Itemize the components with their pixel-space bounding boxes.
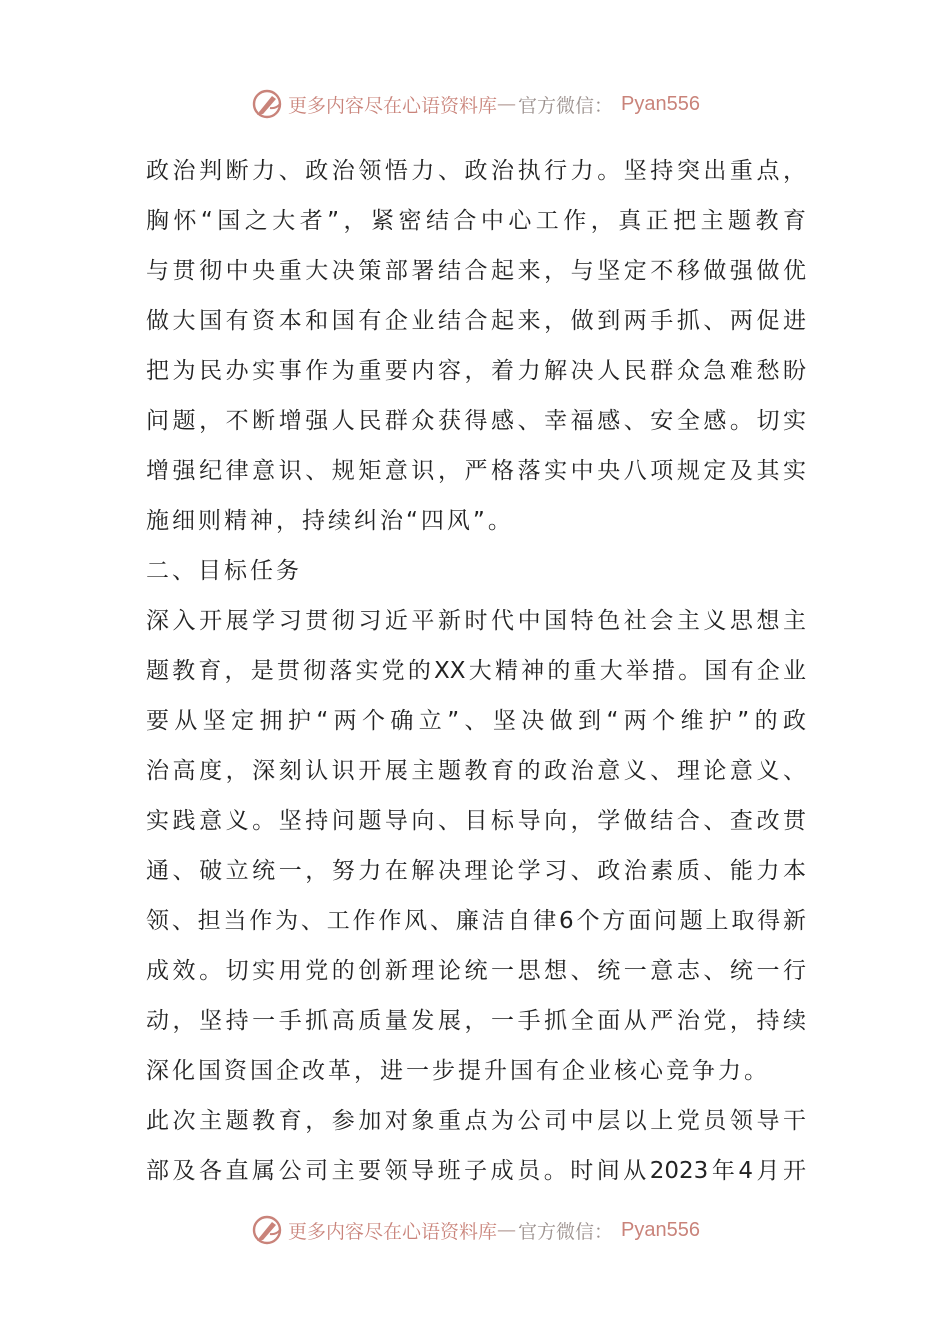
body-line: 施细则精神，持续纠治“四风”。 <box>146 508 514 534</box>
watermark-wechat-label: 官方微信： <box>518 94 614 117</box>
watermark-brand: 更多内容尽在心语资料库 <box>288 94 498 117</box>
body-line: 做大国有资本和国有企业结合起来，做到两手抓、两促进 <box>146 308 806 334</box>
body-line: 与贯彻中央重大决策部署结合起来，与坚定不移做强做优 <box>146 258 806 284</box>
body-line: 治高度，深刻认识开展主题教育的政治意义、理论意义、 <box>146 758 806 784</box>
watermark-header <box>0 84 950 124</box>
document-body <box>146 146 806 1196</box>
watermark-separator: — <box>497 93 517 115</box>
body-line: 部及各直属公司主要领导班子成员。时间从2023年4月开 <box>146 1158 806 1184</box>
pen-circle-logo-icon <box>250 1213 284 1247</box>
body-line: 胸怀“国之大者”，紧密结合中心工作，真正把主题教育 <box>146 208 806 234</box>
body-line: 通、破立统一，努力在解决理论学习、政治素质、能力本 <box>146 858 806 884</box>
body-line: 把为民办实事作为重要内容，着力解决人民群众急难愁盼 <box>146 358 806 384</box>
body-line: 题教育，是贯彻落实党的XX大精神的重大举措。国有企业 <box>146 658 806 684</box>
watermark-brand: 更多内容尽在心语资料库 <box>288 1220 498 1243</box>
body-line: 政治判断力、政治领悟力、政治执行力。坚持突出重点， <box>146 158 806 184</box>
watermark-separator: — <box>497 1219 517 1241</box>
watermark-footer <box>0 1210 950 1250</box>
body-line: 深入开展学习贯彻习近平新时代中国特色社会主义思想主 <box>146 608 806 634</box>
section-heading: 二、目标任务 <box>146 558 302 584</box>
body-line: 领、担当作为、工作作风、廉洁自律6个方面问题上取得新 <box>146 908 806 934</box>
body-line: 深化国资国企改革，进一步提升国有企业核心竞争力。 <box>146 1058 770 1084</box>
body-line: 动，坚持一手抓高质量发展，一手抓全面从严治党，持续 <box>146 1008 806 1034</box>
watermark-account: Pyan556 <box>621 92 700 115</box>
pen-circle-logo-icon <box>250 87 284 121</box>
body-line: 此次主题教育，参加对象重点为公司中层以上党员领导干 <box>146 1108 806 1134</box>
watermark-account: Pyan556 <box>621 1218 700 1241</box>
body-line: 问题，不断增强人民群众获得感、幸福感、安全感。切实 <box>146 408 806 434</box>
body-line: 实践意义。坚持问题导向、目标导向，学做结合、查改贯 <box>146 808 806 834</box>
body-line: 增强纪律意识、规矩意识，严格落实中央八项规定及其实 <box>146 458 806 484</box>
body-line: 要从坚定拥护“两个确立”、坚决做到“两个维护”的政 <box>146 708 806 734</box>
body-line: 成效。切实用党的创新理论统一思想、统一意志、统一行 <box>146 958 806 984</box>
watermark-wechat-label: 官方微信： <box>518 1220 614 1243</box>
